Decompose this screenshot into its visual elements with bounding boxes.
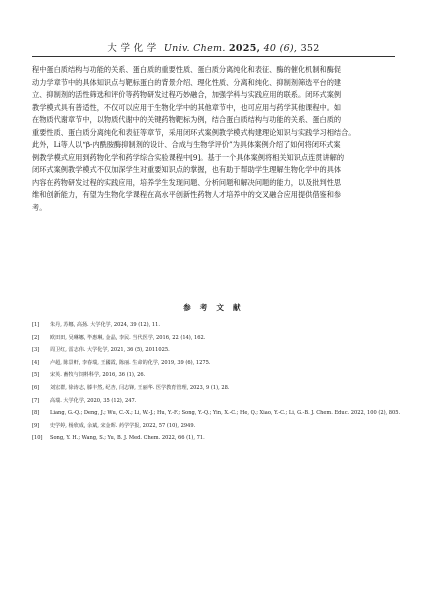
volume-issue: 40 (6), <box>263 43 298 54</box>
reference-text: 宋英. 畜牧与饲料科学, 2016, 36 (1), 26. <box>50 372 146 379</box>
reference-item <box>32 357 396 370</box>
reference-number: [9] <box>32 422 40 429</box>
reference-item <box>32 344 396 357</box>
reference-text: 卢超, 陈景軒, 李春瑞, 王國霞, 陈丽. 生命的化学, 2019, 39 (6), 1275. <box>50 359 211 366</box>
reference-number: [3] <box>32 347 40 354</box>
body-line: 闭环式案例教学模式不仅加深学生对重要知识点的掌握，也有助于帮助学生理解生物化学中的具体 <box>32 165 342 175</box>
body-line: 在物质代谢章节中，以物质代谢中的关键药物靶标为例，结合蛋白质结构与功能的关系、蛋白质的 <box>32 115 342 125</box>
running-header <box>0 40 427 54</box>
reference-text: 高瑞. 大学化学, 2020, 35 (12), 247. <box>50 397 137 404</box>
reference-number: [10] <box>32 435 43 442</box>
reference-text: Song, Y. H.; Wang, S.; Yu, B. J. Med. Chem. 2022, 66 (1), 71. <box>50 435 205 442</box>
reference-text: 欧田田, 吴琳娜, 毕惠琳, 金晶, 李民. 当代医学, 2016, 22 (14), 162. <box>50 334 206 341</box>
reference-item <box>32 407 401 420</box>
journal-title-en: Univ. Chem. <box>163 43 226 54</box>
body-paragraph <box>32 64 396 215</box>
reference-number: [2] <box>32 334 40 341</box>
reference-number: [8] <box>32 410 40 417</box>
body-line: 程中蛋白质结构与功能的关系、蛋白质的重要性质、蛋白质分离纯化和表征、酶的催化机制和酶促 <box>32 65 342 74</box>
reference-item <box>32 369 396 382</box>
body-line: 考。 <box>32 203 47 213</box>
reference-text: 朱丹, 苏娜, 高扬. 大学化学, 2024, 39 (12), 11. <box>50 322 160 328</box>
reference-text: Liang, G.-Q.; Deng, J.; Wu, C.-X.; Li, W.-J.; Hu, Y.-F.; Song, Y.-Q.; Yin, X.-C.; He, Q.; Xiao, Y.-C.; Li, G.-B. J. Chem. Educ. 2022, 100 (2), 805. <box>50 410 401 417</box>
reference-text: 周卫红, 雷志伟. 大学化学, 2021, 36 (5), 2011025. <box>50 347 170 354</box>
body-line: 立、抑制剂的活性筛选和评价等药物研发过程巧妙融合，加强学科与实践应用的联系。闭环式案例 <box>32 90 342 100</box>
page-number: 352 <box>300 43 320 54</box>
body-line: 重要性质、蛋白质分离纯化和表征等章节，采用闭环式案例教学模式构建理论知识与实践学习相结合。 <box>32 127 356 137</box>
body-line: 此外，Li等人以“β-内酰胺酶抑制剂的设计、合成与生物学评价”为具体案例介绍了如何将闭环式案 <box>32 140 341 150</box>
reference-number: [1] <box>32 322 40 328</box>
reference-item <box>32 432 396 445</box>
body-line: 例教学模式应用到药物化学和药学综合实验课程中[9]。基于一个具体案例将相关知识点连贯讲解的 <box>32 152 345 162</box>
body-line: 内容在药物研发过程的实践应用，培养学生发现问题、分析问题和解决问题的能力，以及批判性思 <box>32 177 342 187</box>
journal-title-cn: 大 学 化 学 <box>107 43 157 54</box>
body-line: 维和创新能力，有望为生物化学课程在高水平创新性药物人才培养中的交叉融合应用提供借鉴和参 <box>32 190 342 200</box>
reference-item <box>32 332 396 345</box>
reference-text: 刘宏群, 徐涛志, 滕丰然, 纪杏, 闫志锋, 王丽华. 医学教育管理, 2023, 9 (1), 28. <box>50 384 230 391</box>
reference-item <box>32 395 396 408</box>
reference-item <box>32 420 396 433</box>
reference-text: 史学婷, 杨欣成, 余斌, 宋金晖. 药学学报, 2022, 57 (10), 2949. <box>50 422 196 429</box>
reference-number: [7] <box>32 397 40 404</box>
references-heading: 参 考 文 献 <box>183 303 244 312</box>
body-line: 动力学章节中的具体知识点与靶标蛋白的背景介绍、理化性质、分离和纯化、抑制剂筛选平台的建 <box>32 77 342 87</box>
publication-year: 2025, <box>228 43 261 54</box>
reference-number: [6] <box>32 384 40 391</box>
reference-list <box>32 319 401 445</box>
header-rule <box>32 56 395 57</box>
reference-number: [4] <box>32 359 40 366</box>
reference-item <box>32 319 396 332</box>
body-line: 教学模式具有普适性，不仅可以应用于生物化学中的其他章节中，也可应用与药学其他课程中。如 <box>32 102 342 112</box>
reference-item <box>32 382 396 395</box>
reference-number: [5] <box>32 372 40 379</box>
